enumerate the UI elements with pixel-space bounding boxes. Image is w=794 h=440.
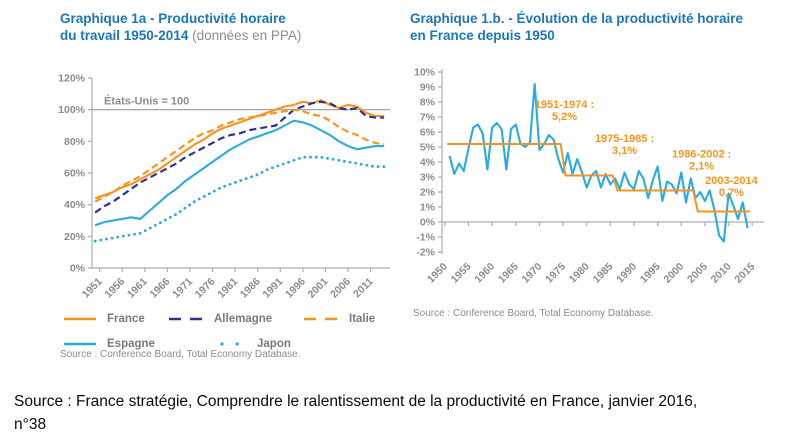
- left-chart-source: Source : Conference Board, Total Economy Database.: [60, 349, 301, 360]
- svg-text:1961: 1961: [124, 275, 150, 301]
- svg-text:80%: 80%: [63, 135, 85, 148]
- svg-text:120%: 120%: [58, 72, 85, 85]
- svg-text:1981: 1981: [215, 275, 241, 301]
- svg-text:5,2%: 5,2%: [551, 111, 578, 123]
- svg-text:2010: 2010: [708, 260, 734, 286]
- right-chart-title-line1: Graphique 1.b. - Évolution de la productivité horaire: [410, 11, 744, 26]
- svg-text:1990: 1990: [614, 260, 640, 286]
- svg-text:1965: 1965: [495, 260, 521, 286]
- svg-text:1970: 1970: [519, 260, 545, 286]
- productivity-growth-chart: [400, 62, 790, 312]
- left-chart-title: [60, 10, 301, 44]
- espagne-line-swatch-icon: [63, 340, 97, 348]
- svg-text:9%: 9%: [419, 81, 435, 94]
- legend-label-japon: Japon: [257, 338, 291, 350]
- svg-text:6%: 6%: [419, 126, 435, 139]
- svg-text:1951-1974 :: 1951-1974 :: [534, 99, 595, 111]
- svg-text:1986: 1986: [237, 275, 263, 301]
- svg-text:2005: 2005: [685, 260, 711, 286]
- svg-text:100%: 100%: [58, 104, 85, 117]
- svg-text:1996: 1996: [282, 275, 308, 301]
- legend-label-italie: Italie: [349, 313, 376, 325]
- svg-text:0%: 0%: [419, 216, 435, 229]
- svg-text:3,1%: 3,1%: [611, 144, 638, 157]
- svg-text:4%: 4%: [419, 156, 435, 169]
- legend-label-espagne: Espagne: [107, 338, 155, 350]
- svg-text:2015: 2015: [732, 260, 758, 286]
- productivity-levels-chart: [26, 62, 398, 314]
- svg-text:-2%: -2%: [416, 246, 435, 259]
- svg-text:40%: 40%: [63, 199, 85, 212]
- italie-line-swatch-icon: [303, 315, 339, 323]
- svg-text:60%: 60%: [63, 167, 85, 180]
- svg-text:-1%: -1%: [416, 231, 435, 244]
- svg-text:0%: 0%: [69, 262, 85, 275]
- svg-text:1976: 1976: [192, 275, 218, 301]
- page-caption: [14, 390, 786, 436]
- svg-text:0,7%: 0,7%: [718, 186, 744, 199]
- svg-text:1986-2002 :: 1986-2002 :: [671, 148, 732, 161]
- svg-text:8%: 8%: [419, 96, 435, 109]
- svg-text:2%: 2%: [419, 186, 435, 199]
- svg-text:États-Unis = 100: États-Unis = 100: [104, 95, 190, 108]
- svg-text:7%: 7%: [419, 111, 435, 124]
- svg-text:2001: 2001: [305, 275, 331, 301]
- svg-text:1975-1985 :: 1975-1985 :: [594, 132, 655, 145]
- svg-text:1951: 1951: [79, 275, 105, 301]
- svg-text:2006: 2006: [328, 275, 354, 301]
- svg-text:1955: 1955: [448, 260, 474, 286]
- legend-item-allemagne: [168, 313, 272, 325]
- svg-text:1985: 1985: [590, 260, 616, 286]
- svg-text:1950: 1950: [424, 260, 450, 286]
- japon-line-swatch-icon: [213, 340, 247, 348]
- svg-text:2000: 2000: [661, 260, 687, 286]
- svg-text:5%: 5%: [419, 141, 435, 154]
- left-chart-title-line1: Graphique 1a - Productivité horaire: [60, 11, 286, 26]
- svg-text:1956: 1956: [102, 275, 128, 301]
- svg-text:1975: 1975: [543, 260, 569, 286]
- caption-line1: Source : France stratégie, Comprendre le ralentissement de la productivité en France, janvier 2016,: [14, 393, 698, 410]
- left-chart-title-line2: du travail 1950-2014: [60, 28, 189, 43]
- svg-text:1980: 1980: [566, 260, 592, 286]
- right-chart-source: Source : Conference Board, Total Economy Database.: [413, 308, 654, 319]
- svg-text:1%: 1%: [419, 201, 435, 214]
- svg-text:10%: 10%: [413, 66, 435, 79]
- legend-item-france: [63, 313, 145, 325]
- svg-text:1991: 1991: [260, 275, 286, 301]
- svg-text:1971: 1971: [170, 275, 196, 301]
- allemagne-line-swatch-icon: [168, 315, 204, 323]
- left-chart-title-note: (données en PPA): [188, 28, 302, 43]
- france-line-swatch-icon: [63, 315, 97, 323]
- svg-text:2011: 2011: [351, 275, 376, 301]
- caption-line2: n°38: [14, 416, 47, 433]
- svg-text:1966: 1966: [147, 275, 173, 301]
- legend-label-france: France: [107, 313, 145, 325]
- svg-text:20%: 20%: [63, 230, 85, 243]
- svg-text:3%: 3%: [419, 171, 435, 184]
- legend-item-italie: [303, 313, 375, 325]
- svg-text:2003-2014: 2003-2014: [705, 174, 758, 187]
- right-chart-title-line2: en France depuis 1950: [410, 28, 555, 43]
- legend-label-allemagne: Allemagne: [214, 313, 273, 325]
- right-chart-title: [410, 10, 743, 44]
- svg-text:1995: 1995: [637, 260, 663, 286]
- svg-text:1960: 1960: [472, 260, 498, 286]
- svg-text:2,1%: 2,1%: [689, 160, 715, 173]
